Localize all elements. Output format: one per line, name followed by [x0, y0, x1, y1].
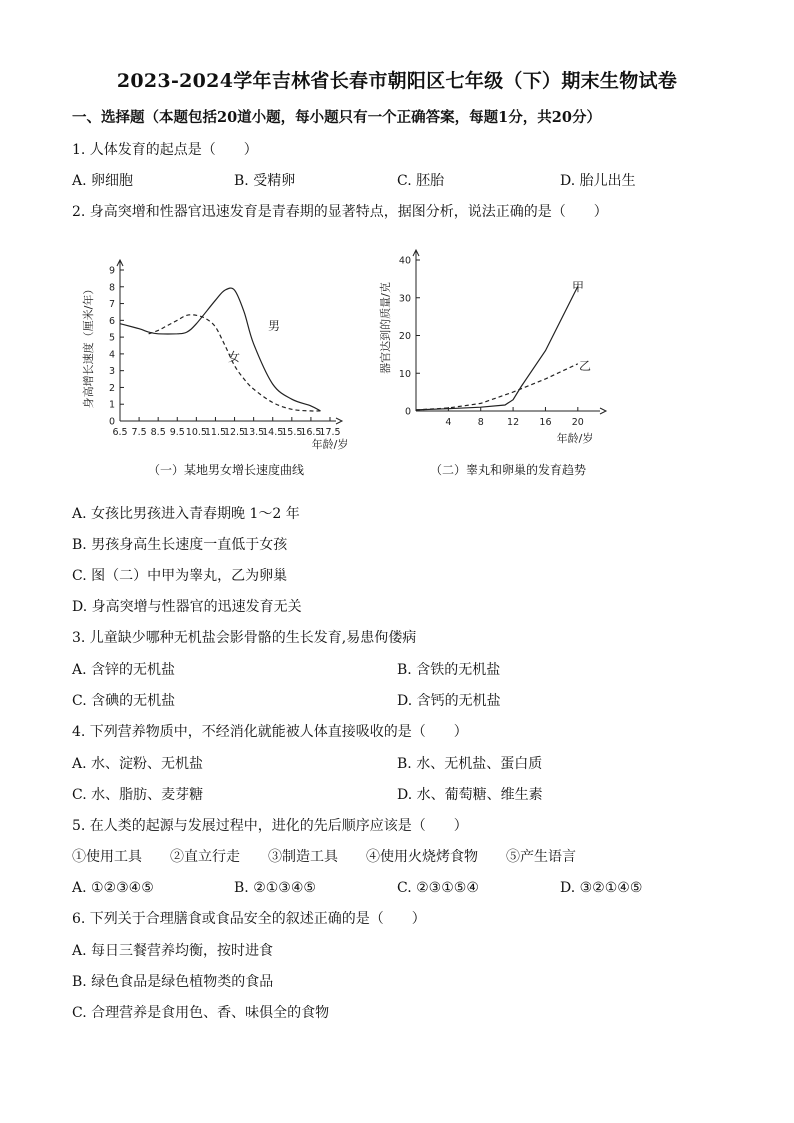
x-axis-arrow	[336, 418, 342, 424]
organ-development-chart	[375, 248, 610, 460]
series-line-2	[416, 364, 578, 410]
y-tick-label: 1	[108, 399, 115, 411]
y-tick-label: 10	[398, 368, 411, 380]
q3-option-b[interactable]: B. 含铁的无机盐	[397, 662, 501, 678]
chart-2-caption: （二）睾丸和卵巢的发育趋势	[430, 463, 587, 477]
y-tick-label: 0	[404, 406, 411, 418]
series-label-2: 女	[228, 350, 241, 364]
q6-option-c[interactable]: C. 合理营养是食用色、香、味俱全的食物	[72, 1005, 330, 1021]
x-tick-label: 13.5	[243, 427, 265, 438]
page-title: 2023-2024学年吉林省长春市朝阳区七年级（下）期末生物试卷	[116, 70, 678, 92]
x-tick-label: 6.5	[112, 427, 128, 438]
q4-option-c[interactable]: C. 水、脂肪、麦芽糖	[72, 787, 204, 803]
x-tick-label: 17.5	[319, 427, 341, 438]
y-tick-label: 4	[108, 349, 115, 361]
series-label-1: 男	[268, 319, 281, 333]
x-tick-label: 11.5	[204, 427, 227, 438]
x-tick-label: 20	[571, 417, 584, 428]
q5-option-b[interactable]: B. ②①③④⑤	[234, 880, 316, 896]
q1-option-b[interactable]: B. 受精卵	[234, 173, 296, 189]
q5-option-d[interactable]: D. ③②①④⑤	[560, 880, 643, 896]
q4-option-d[interactable]: D. 水、葡萄糖、维生素	[397, 787, 543, 803]
y-tick-label: 2	[108, 382, 115, 394]
x-tick-label: 16	[539, 417, 552, 428]
question-6-stem: 6. 下列关于合理膳食或食品安全的叙述正确的是（ ）	[72, 911, 426, 927]
q4-option-a[interactable]: A. 水、淀粉、无机盐	[72, 756, 204, 772]
q1-option-a[interactable]: A. 卵细胞	[72, 173, 134, 189]
x-tick-label: 8	[477, 417, 484, 428]
y-axis-label: 身高增长速度（厘米/年）	[82, 283, 95, 409]
section-heading: 一、选择题（本题包括20道小题，每小题只有一个正确答案，每题1分，共20分）	[72, 109, 601, 126]
q2-option-d[interactable]: D. 身高突增与性器官的迅速发育无关	[72, 599, 302, 615]
y-tick-label: 6	[108, 315, 115, 327]
y-tick-label: 20	[398, 331, 411, 342]
question-2-stem: 2. 身高突增和性器官迅速发育是青春期的显著特点，据图分析，说法正确的是（ ）	[72, 204, 608, 220]
y-tick-label: 5	[108, 332, 115, 344]
q2-option-c[interactable]: C. 图（二）中甲为睾丸，乙为卵巢	[72, 568, 288, 584]
q5-option-c[interactable]: C. ②③①⑤④	[397, 880, 479, 896]
series-label-2: 乙	[579, 359, 592, 373]
q3-option-a[interactable]: A. 含锌的无机盐	[72, 662, 176, 678]
x-tick-label: 16.5	[300, 427, 322, 438]
y-tick-label: 40	[398, 255, 411, 267]
x-axis-label: 年龄/岁	[556, 432, 594, 445]
growth-speed-chart	[78, 248, 368, 460]
x-tick-label: 8.5	[150, 427, 166, 438]
chart-1-caption: （一）某地男女增长速度曲线	[148, 463, 305, 477]
x-tick-label: 12	[507, 417, 520, 428]
question-5-stem: 5. 在人类的起源与发展过程中，进化的先后顺序应该是（ ）	[72, 818, 468, 834]
q3-option-c[interactable]: C. 含碘的无机盐	[72, 693, 176, 709]
q2-option-b[interactable]: B. 男孩身高生长速度一直低于女孩	[72, 537, 288, 553]
question-4-stem: 4. 下列营养物质中，不经消化就能被人体直接吸收的是（ ）	[72, 724, 468, 740]
series-line-1	[416, 286, 578, 410]
question-1-stem: 1. 人体发育的起点是（ ）	[72, 142, 258, 158]
question-5-items: ①使用工具 ②直立行走 ③制造工具 ④使用火烧烤食物 ⑤产生语言	[72, 849, 576, 865]
series-label-1: 甲	[572, 280, 585, 294]
x-tick-label: 4	[445, 417, 452, 428]
y-tick-label: 0	[108, 416, 115, 428]
series-line-1	[120, 288, 321, 411]
y-tick-label: 9	[108, 265, 115, 277]
q2-option-a[interactable]: A. 女孩比男孩进入青春期晚 1～2 年	[72, 506, 300, 522]
q5-option-a[interactable]: A. ①②③④⑤	[72, 880, 154, 896]
q1-option-c[interactable]: C. 胚胎	[397, 173, 445, 189]
y-tick-label: 3	[108, 366, 115, 378]
q6-option-a[interactable]: A. 每日三餐营养均衡，按时进食	[72, 943, 274, 959]
x-tick-label: 15.5	[281, 427, 303, 438]
y-tick-label: 30	[398, 293, 411, 305]
question-3-stem: 3. 儿童缺少哪种无机盐会影骨骼的生长发育,易患佝偻病	[72, 630, 417, 646]
y-tick-label: 8	[108, 282, 115, 294]
q3-option-d[interactable]: D. 含钙的无机盐	[397, 693, 501, 709]
x-tick-label: 7.5	[131, 427, 147, 438]
x-axis-label: 年龄/岁	[311, 438, 349, 451]
q4-option-b[interactable]: B. 水、无机盐、蛋白质	[397, 756, 543, 772]
x-tick-label: 9.5	[169, 427, 185, 438]
x-tick-label: 14.5	[262, 427, 284, 438]
y-axis-label: 器官达到的质量/克	[379, 282, 392, 374]
x-axis-arrow	[600, 408, 606, 414]
q1-option-d[interactable]: D. 胎儿出生	[560, 173, 636, 189]
x-tick-label: 10.5	[185, 427, 207, 438]
y-tick-label: 7	[108, 299, 115, 311]
x-tick-label: 12.5	[223, 427, 246, 438]
q6-option-b[interactable]: B. 绿色食品是绿色植物类的食品	[72, 974, 274, 990]
